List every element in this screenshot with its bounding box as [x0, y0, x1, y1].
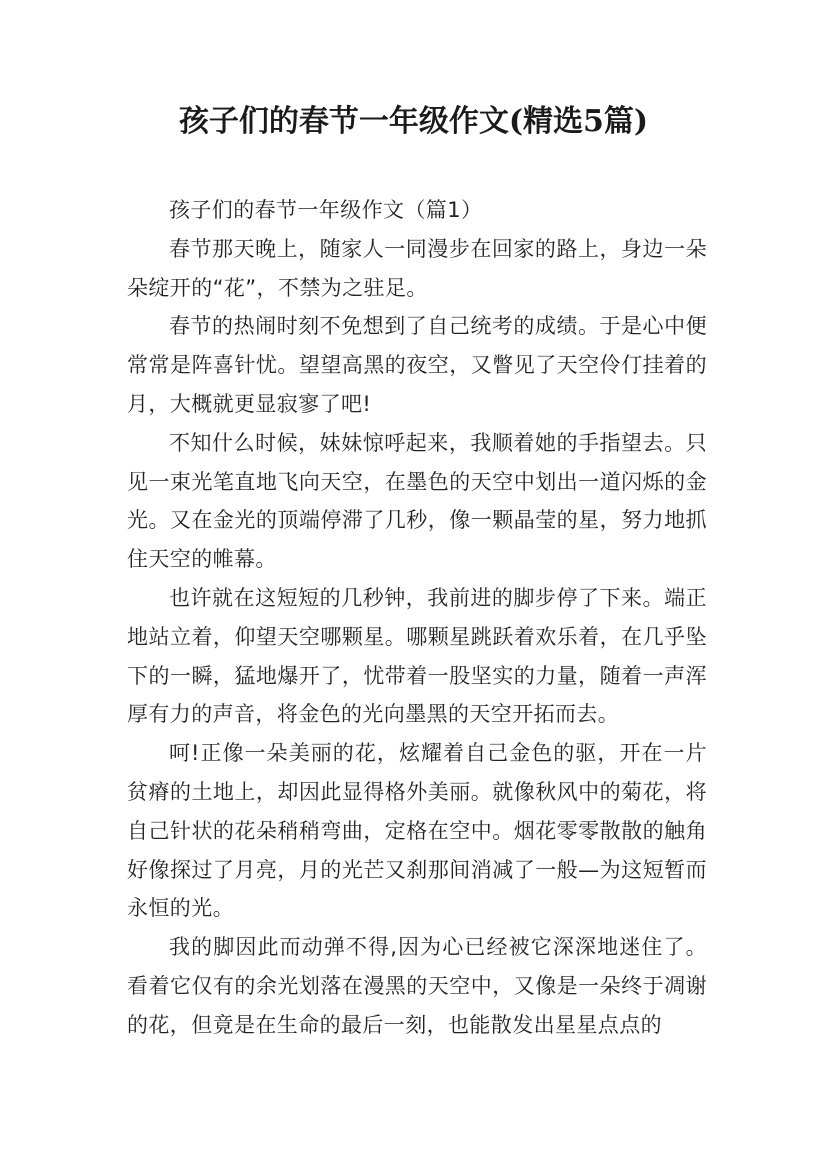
paragraph: 不知什么时候，妹妹惊呼起来，我顺着她的手指望去。只见一束光笔直地飞向天空，在墨色的天空中划出一道闪烁的金光。又在金光的顶端停滞了几秒，像一颗晶莹的星，努力地抓住天空的帷幕。 — [127, 430, 707, 572]
paragraph: 也许就在这短短的几秒钟，我前进的脚步停了下来。端正地站立着，仰望天空哪颗星。哪颗星跳跃着欢乐着，在几乎坠下的一瞬，猛地爆开了，忧带着一股坚实的力量，随着一声浑厚有力的声音，将金色的光向墨黑的天空开拓而去。 — [127, 585, 707, 727]
section-heading: 孩子们的春节一年级作文（篇1） — [169, 198, 483, 222]
document-title: 孩子们的春节一年级作文(精选5篇) — [178, 104, 649, 139]
paragraph: 春节的热闹时刻不免想到了自己统考的成绩。于是心中便常常是阵喜针忧。望望高黑的夜空，又瞥见了天空伶仃挂着的月，大概就更显寂寥了吧! — [127, 314, 707, 416]
document-body — [127, 191, 707, 1045]
paragraph: 我的脚因此而动弹不得,因为心已经被它深深地迷住了。看着它仅有的余光划落在漫黑的天空中，又像是一朵终于凋谢的花，但竟是在生命的最后一刻，也能散发出星星点点的 — [127, 935, 707, 1037]
paragraph: 春节那天晚上，随家人一同漫步在回家的路上，身边一朵朵绽开的“花”，不禁为之驻足。 — [127, 236, 707, 300]
paragraph: 呵!正像一朵美丽的花，炫耀着自己金色的驱，开在一片贫瘠的土地上，却因此显得格外美丽。就像秋风中的菊花，将自己针状的花朵稍稍弯曲，定格在空中。烟花零零散散的触角好像探过了月亮，月的光芒又刹那间消减了一般—为这短暂而永恒的光。 — [127, 741, 707, 921]
